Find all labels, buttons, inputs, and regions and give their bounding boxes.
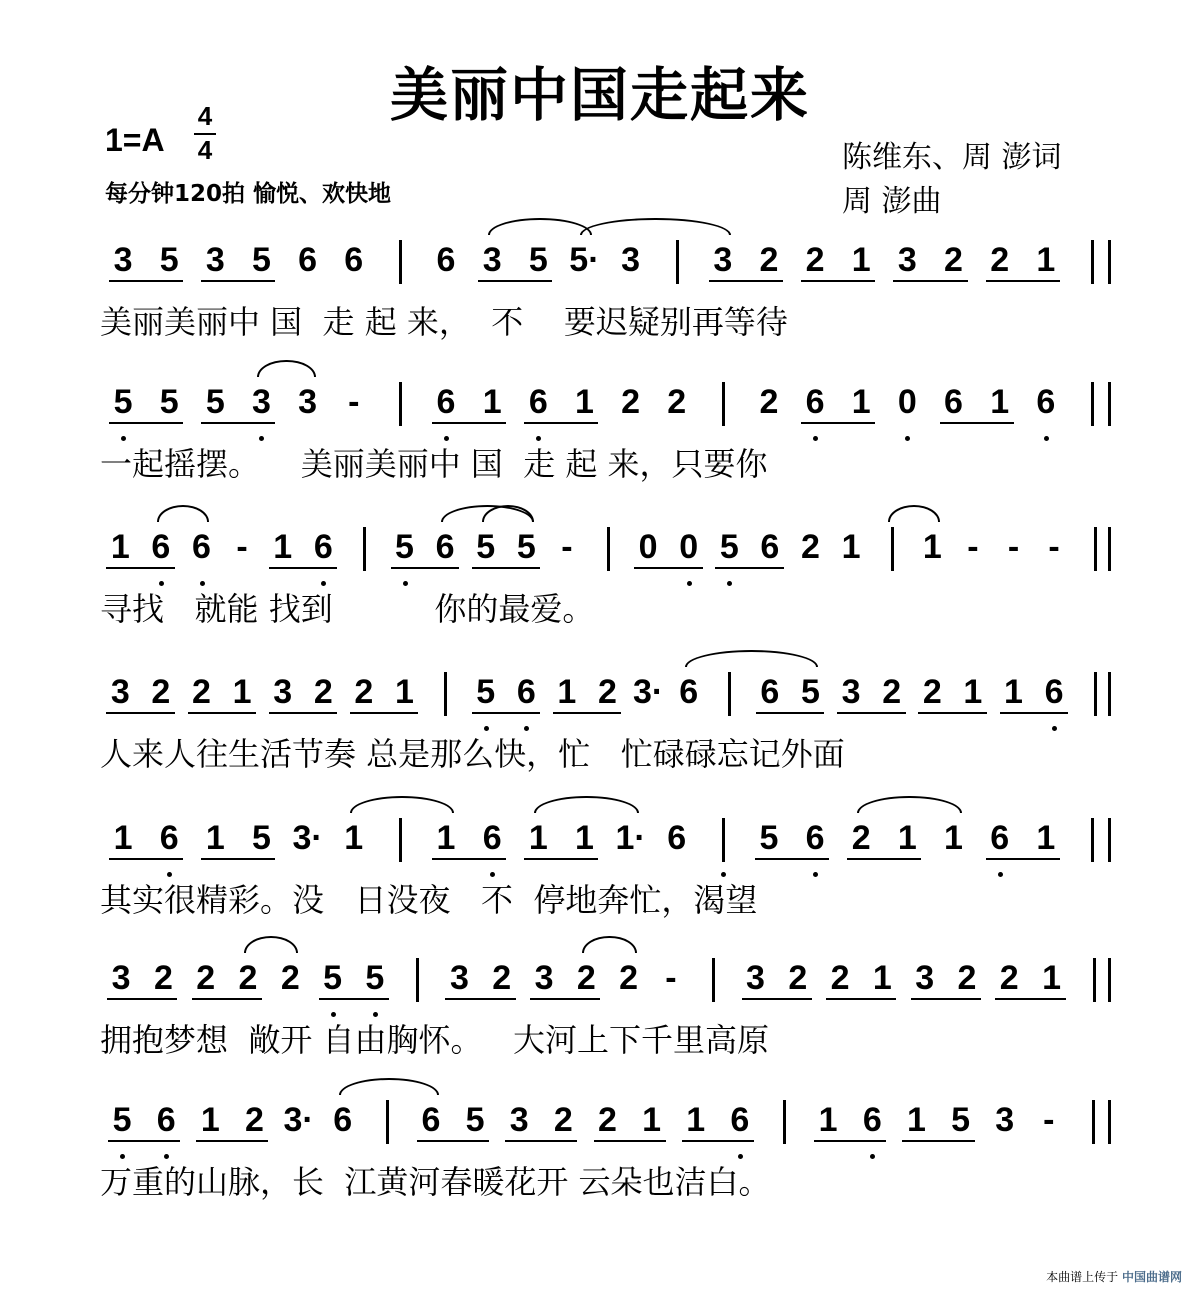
score-system-1	[0, 240, 1200, 380]
octave-low-dot	[687, 581, 692, 586]
note-2: 2	[851, 819, 871, 857]
note-5: 5	[528, 241, 548, 279]
note-1: 1	[205, 819, 225, 857]
beam-underline	[269, 712, 338, 714]
beam-underline	[524, 858, 598, 860]
note-5: 5	[395, 528, 414, 566]
barline	[1091, 818, 1094, 862]
octave-low-dot	[490, 872, 495, 877]
note-6: 6	[516, 673, 536, 711]
barline	[444, 672, 447, 716]
beam-underline	[109, 858, 183, 860]
note-1: 1	[273, 528, 293, 566]
note-5: 5	[719, 528, 739, 566]
note-2: 2	[598, 673, 617, 711]
note-6: 6	[805, 383, 825, 421]
upload-credit-prefix: 本曲谱上传于	[1046, 1270, 1119, 1284]
note-3: 3	[298, 383, 318, 421]
note-6: 6	[436, 383, 456, 421]
octave-low-dot	[870, 1154, 875, 1159]
note-1: 1	[897, 819, 917, 857]
barline	[676, 240, 679, 284]
octave-low-dot	[1044, 436, 1049, 441]
note-6: 6	[760, 673, 780, 711]
beam-underline	[106, 712, 175, 714]
note-1: 1	[113, 819, 133, 857]
note-1: 1	[574, 383, 594, 421]
note-6: 6	[298, 241, 318, 279]
beam-underline	[742, 998, 812, 1000]
octave-low-dot	[321, 581, 326, 586]
note-2: 2	[153, 959, 173, 997]
beam-underline	[350, 712, 419, 714]
lyrics-line: 美丽美丽中 国 走 起 来， 不 要迟疑别再等待	[100, 303, 788, 341]
note-1: 1	[200, 1101, 220, 1139]
note-dash: -	[561, 528, 573, 566]
note-6: 6	[159, 819, 179, 857]
note-2: 2	[192, 673, 211, 711]
beam-underline	[893, 280, 967, 282]
beam-underline	[553, 712, 622, 714]
barline	[728, 672, 731, 716]
note-6: 6	[333, 1101, 353, 1139]
octave-low-dot	[813, 872, 818, 877]
tempo-marking: 每分钟120拍 愉悦、欢快地	[105, 181, 392, 207]
note-6: 6	[313, 528, 333, 566]
beam-underline	[995, 998, 1065, 1000]
note-3: 3	[621, 241, 641, 279]
note-2: 2	[788, 959, 808, 997]
note-5: 5	[159, 383, 179, 421]
beam-underline	[756, 712, 825, 714]
note-3: 3	[509, 1101, 529, 1139]
note-1: 1	[574, 819, 594, 857]
beam-underline	[445, 998, 515, 1000]
note-5: 5	[159, 241, 179, 279]
octave-low-dot	[444, 436, 449, 441]
beam-underline	[814, 1140, 886, 1142]
beam-underline	[109, 422, 183, 424]
composer-credit: 周 澎曲	[842, 184, 942, 219]
octave-low-dot	[164, 1154, 169, 1159]
note-1: 1	[482, 383, 502, 421]
note-2: 2	[882, 673, 902, 711]
barline	[1091, 240, 1094, 284]
note-2: 2	[759, 383, 779, 421]
score-system-3	[0, 527, 1200, 667]
note-6: 6	[667, 819, 687, 857]
barline	[399, 818, 402, 862]
note-2: 2	[621, 383, 641, 421]
lyricist-credit: 陈维东、周 澎词	[842, 140, 1062, 175]
note-2: 2	[354, 673, 374, 711]
note-5: 5	[465, 1101, 485, 1139]
note-2: 2	[667, 383, 687, 421]
note-5: 5	[951, 1101, 970, 1139]
tie-slur-arc	[580, 218, 730, 235]
octave-low-dot	[259, 436, 264, 441]
note-1: 1	[872, 959, 892, 997]
note-1: 1	[1042, 959, 1062, 997]
barline-end	[1108, 240, 1111, 284]
note-6: 6	[421, 1101, 441, 1139]
note-3: 3	[273, 673, 293, 711]
note-6: 6	[192, 528, 211, 566]
note-6: 6	[344, 241, 364, 279]
octave-low-dot	[536, 436, 541, 441]
beam-underline	[319, 998, 389, 1000]
note-dash: -	[967, 528, 979, 566]
barline	[1093, 958, 1096, 1002]
note-6: 6	[862, 1101, 882, 1139]
octave-low-dot	[159, 581, 164, 586]
note-2: 2	[492, 959, 512, 997]
note-1: 1	[232, 673, 252, 711]
note-3: 3	[113, 241, 133, 279]
note-dash: -	[1048, 528, 1060, 566]
note-0: 0	[897, 383, 917, 421]
note-2: 2	[990, 241, 1010, 279]
octave-low-dot	[727, 581, 732, 586]
time-signature-bottom: 4	[197, 135, 213, 165]
beam-underline	[109, 280, 183, 282]
note-3: 3	[110, 673, 130, 711]
beam-underline	[188, 712, 257, 714]
note-3: 3	[111, 959, 131, 997]
barline	[722, 818, 725, 862]
note-5: 5	[801, 673, 820, 711]
note-3-dotted: 3·	[632, 673, 664, 711]
beam-underline	[108, 1140, 180, 1142]
beam-underline	[837, 712, 906, 714]
note-1: 1	[1004, 673, 1023, 711]
note-dash: -	[665, 959, 677, 997]
score-system-6	[0, 958, 1200, 1098]
octave-low-dot	[484, 726, 489, 731]
beam-underline	[902, 1140, 974, 1142]
beam-underline	[106, 567, 175, 569]
beam-underline	[269, 567, 338, 569]
note-6: 6	[436, 241, 456, 279]
note-1: 1	[344, 819, 364, 857]
note-3: 3	[897, 241, 917, 279]
note-5: 5	[365, 959, 385, 997]
barline	[416, 958, 419, 1002]
beam-underline	[432, 422, 506, 424]
octave-low-dot	[167, 872, 172, 877]
note-3: 3	[450, 959, 469, 997]
octave-low-dot	[905, 436, 910, 441]
note-3: 3	[534, 959, 554, 997]
beam-underline	[826, 998, 896, 1000]
note-2: 2	[196, 959, 216, 997]
octave-low-dot	[200, 581, 205, 586]
lyrics-line: 人来人往生活节奏 总是那么快，忙 忙碌碌忘记外面	[100, 735, 845, 773]
beam-underline	[847, 858, 921, 860]
beam-underline	[715, 567, 784, 569]
note-3: 3	[713, 241, 733, 279]
note-dash: -	[1043, 1101, 1055, 1139]
note-2: 2	[805, 241, 825, 279]
note-2: 2	[830, 959, 850, 997]
note-3-dotted: 3·	[283, 1101, 314, 1139]
beam-underline	[417, 1140, 489, 1142]
note-0: 0	[638, 528, 658, 566]
note-dash: -	[1007, 528, 1020, 566]
beam-underline	[530, 998, 600, 1000]
beam-underline	[918, 712, 987, 714]
note-5: 5	[476, 673, 496, 711]
beam-underline	[709, 280, 783, 282]
beam-underline	[107, 998, 177, 1000]
barline	[722, 382, 725, 426]
beam-underline	[472, 567, 541, 569]
note-1: 1	[436, 819, 456, 857]
time-signature-top: 4	[197, 101, 213, 131]
note-6: 6	[760, 528, 780, 566]
octave-low-dot	[120, 1154, 125, 1159]
note-2: 2	[576, 959, 596, 997]
octave-low-dot	[721, 872, 726, 877]
note-1: 1	[818, 1101, 838, 1139]
note-5: 5	[476, 528, 496, 566]
note-dash: -	[348, 383, 360, 421]
note-1-dotted: 1·	[615, 819, 646, 857]
upload-credit	[1046, 1268, 1182, 1285]
octave-low-dot	[813, 436, 818, 441]
note-3: 3	[995, 1101, 1015, 1139]
note-1: 1	[110, 528, 130, 566]
beam-underline	[986, 280, 1060, 282]
note-1: 1	[642, 1101, 662, 1139]
note-2: 2	[313, 673, 333, 711]
barline	[1094, 527, 1097, 571]
note-6: 6	[435, 528, 455, 566]
octave-low-dot	[373, 1012, 378, 1017]
barline-end	[1108, 672, 1111, 716]
note-1: 1	[686, 1101, 706, 1139]
note-2: 2	[238, 959, 258, 997]
note-6: 6	[990, 819, 1010, 857]
song-title: 美丽中国走起来	[389, 61, 810, 129]
beam-underline	[524, 422, 598, 424]
octave-low-dot	[738, 1154, 743, 1159]
beam-underline	[682, 1140, 754, 1142]
note-6: 6	[944, 383, 963, 421]
barline	[1094, 672, 1097, 716]
key-signature: 1=A	[105, 122, 165, 158]
note-2: 2	[553, 1101, 573, 1139]
note-0: 0	[679, 528, 699, 566]
barline-end	[1108, 382, 1111, 426]
beam-underline	[201, 858, 275, 860]
note-1: 1	[1036, 819, 1056, 857]
note-5: 5	[252, 241, 271, 279]
note-5: 5	[759, 819, 779, 857]
score-system-2	[0, 382, 1200, 522]
beam-underline	[911, 998, 981, 1000]
score-system-4	[0, 672, 1200, 812]
note-5: 5	[112, 1101, 132, 1139]
note-2: 2	[598, 1101, 617, 1139]
beam-underline	[986, 858, 1060, 860]
beam-underline	[634, 567, 703, 569]
barline	[891, 527, 894, 571]
note-6: 6	[528, 383, 548, 421]
beam-underline	[472, 712, 541, 714]
beam-underline	[192, 998, 262, 1000]
beam-underline	[432, 858, 506, 860]
barline	[399, 240, 402, 284]
note-2: 2	[759, 241, 779, 279]
beam-underline	[201, 280, 275, 282]
note-1: 1	[851, 241, 871, 279]
lyrics-line: 一起摇摆。 美丽美丽中 国 走 起 来，只要你	[100, 445, 768, 483]
lyrics-line: 万重的山脉，长 江黄河春暖花开 云朵也洁白。	[100, 1163, 771, 1201]
note-3: 3	[252, 383, 271, 421]
note-6: 6	[805, 819, 825, 857]
note-2: 2	[280, 959, 300, 997]
beam-underline	[505, 1140, 577, 1142]
note-5: 5	[252, 819, 271, 857]
note-1: 1	[1036, 241, 1056, 279]
note-1: 1	[906, 1101, 926, 1139]
barline	[607, 527, 610, 571]
note-2: 2	[922, 673, 942, 711]
note-5: 5	[205, 383, 225, 421]
note-1: 1	[395, 673, 414, 711]
note-2: 2	[244, 1101, 264, 1139]
note-2: 2	[944, 241, 963, 279]
note-3: 3	[205, 241, 225, 279]
note-dash: -	[236, 528, 248, 566]
note-1: 1	[557, 673, 577, 711]
score-system-7	[0, 1100, 1200, 1240]
barline	[783, 1100, 786, 1144]
note-3: 3	[915, 959, 935, 997]
beam-underline	[391, 567, 460, 569]
note-3: 3	[841, 673, 861, 711]
octave-low-dot	[121, 436, 126, 441]
beam-underline	[196, 1140, 268, 1142]
tie-slur-arc	[488, 218, 592, 235]
note-3-dotted: 3·	[292, 819, 323, 857]
note-6: 6	[679, 673, 699, 711]
note-6: 6	[1044, 673, 1064, 711]
barline	[712, 958, 715, 1002]
note-2: 2	[801, 528, 820, 566]
octave-low-dot	[1052, 726, 1057, 731]
beam-underline	[1000, 712, 1069, 714]
barline-end	[1108, 1100, 1111, 1144]
octave-low-dot	[998, 872, 1003, 877]
beam-underline	[201, 422, 275, 424]
note-3: 3	[482, 241, 502, 279]
barline-end	[1108, 818, 1111, 862]
note-2: 2	[999, 959, 1019, 997]
barline-end	[1108, 958, 1111, 1002]
site-name: 中国曲谱网	[1121, 1270, 1182, 1284]
note-1: 1	[841, 528, 861, 566]
barline	[386, 1100, 389, 1144]
octave-low-dot	[331, 1012, 336, 1017]
octave-low-dot	[403, 581, 408, 586]
note-5-dotted: 5·	[569, 241, 600, 279]
barline-end	[1108, 527, 1111, 571]
note-2: 2	[957, 959, 977, 997]
note-1: 1	[963, 673, 983, 711]
note-6: 6	[151, 528, 171, 566]
barline	[1092, 1100, 1095, 1144]
note-1: 1	[944, 819, 963, 857]
note-6: 6	[730, 1101, 750, 1139]
beam-underline	[940, 422, 1014, 424]
note-6: 6	[482, 819, 502, 857]
note-5: 5	[516, 528, 536, 566]
note-5: 5	[113, 383, 133, 421]
lyrics-line: 其实很精彩。没 日没夜 不 停地奔忙，渴望	[100, 881, 758, 919]
beam-underline	[594, 1140, 666, 1142]
lyrics-line: 寻找 就能 找到 你的最爱。	[100, 590, 595, 628]
barline	[399, 382, 402, 426]
note-6: 6	[1036, 383, 1056, 421]
note-2: 2	[619, 959, 639, 997]
note-1: 1	[922, 528, 942, 566]
beam-underline	[801, 280, 875, 282]
note-3: 3	[746, 959, 765, 997]
barline	[363, 527, 366, 571]
note-1: 1	[990, 383, 1010, 421]
octave-low-dot	[524, 726, 529, 731]
note-1: 1	[528, 819, 548, 857]
note-6: 6	[156, 1101, 176, 1139]
note-1: 1	[851, 383, 871, 421]
note-5: 5	[323, 959, 343, 997]
beam-underline	[478, 280, 552, 282]
note-2: 2	[151, 673, 171, 711]
beam-underline	[801, 422, 875, 424]
beam-underline	[755, 858, 829, 860]
lyrics-line: 拥抱梦想 敞开 自由胸怀。 大河上下千里高原	[100, 1021, 770, 1059]
barline	[1091, 382, 1094, 426]
